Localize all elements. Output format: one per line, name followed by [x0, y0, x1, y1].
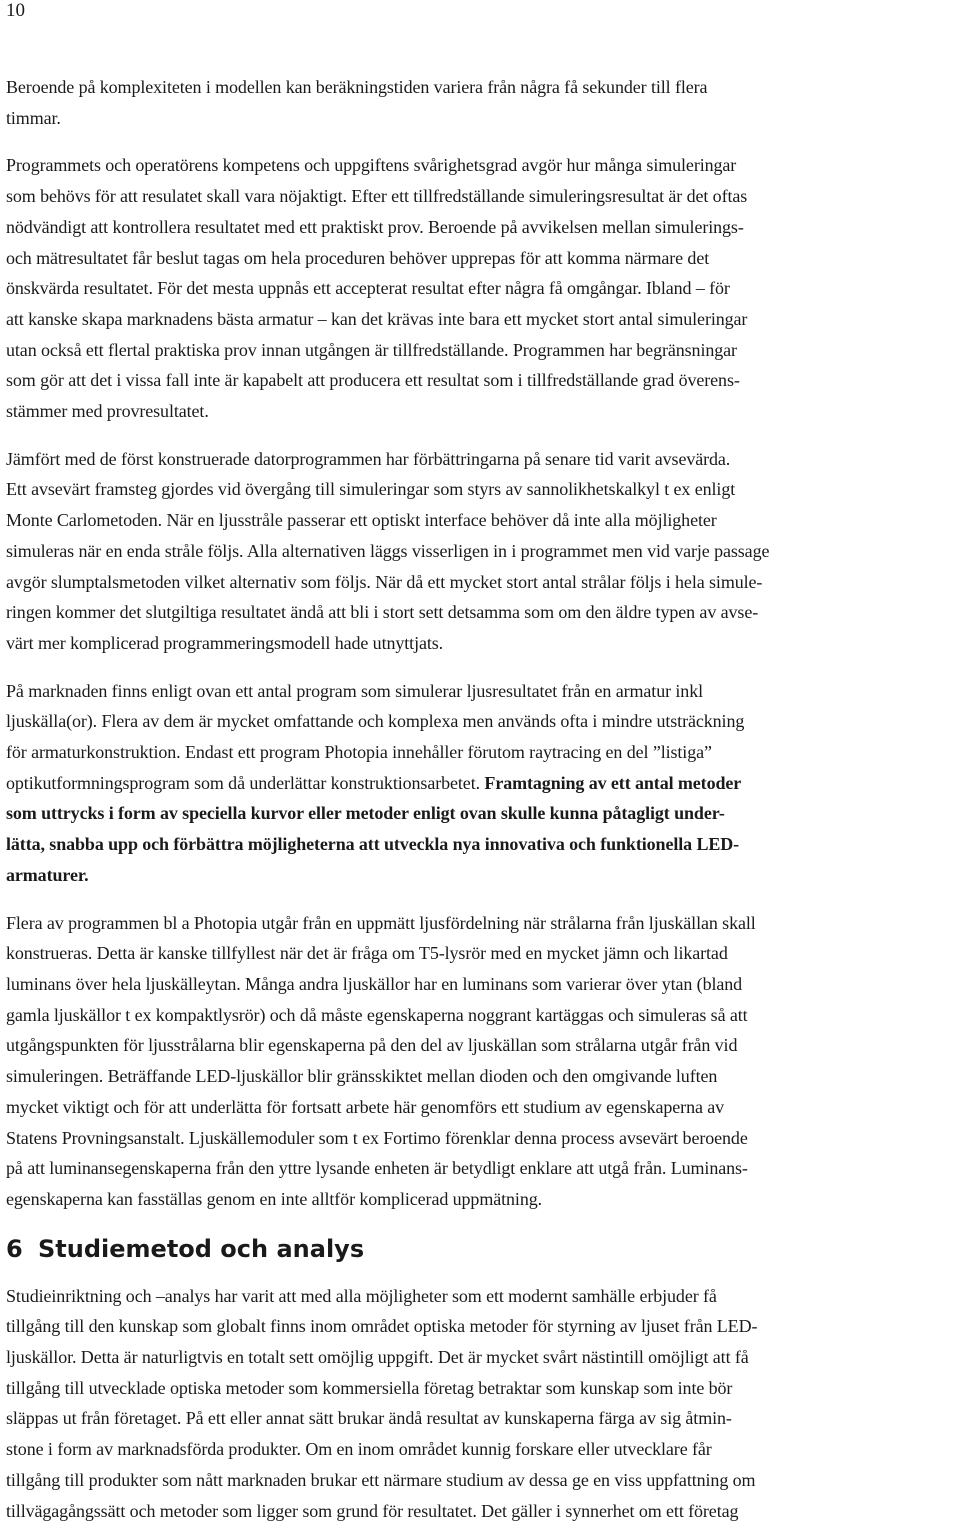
text-line: avgör slumptalsmetoden vilket alternativ som följs. När då ett mycket stort antal strålar följs i hela simule- [6, 571, 763, 592]
text-line: Flera av programmen bl a Photopia utgår från en uppmätt ljusfördelning när strålarna från ljuskällan skall [6, 912, 756, 933]
text-line: som behövs för att resulatet skall vara nöjaktigt. Efter ett tillfredställande simuleringsresultat är det oftas [6, 186, 748, 207]
text-line: släppas ut från företaget. På ett eller annat sätt brukar ändå resultat av kunskaperna färga av sig åtmin- [6, 1408, 732, 1429]
text-line: Programmets och operatörens kompetens och uppgiftens svårighetsgrad avgör hur många simuleringar [6, 155, 737, 176]
page-number: 10 [6, 0, 25, 21]
bold-text-line: som uttrycks i form av speciella kurvor eller metoder enligt ovan skulle kunna påtagligt under- [6, 803, 725, 824]
text-line: ringen kommer det slutgiltiga resultatet ändå att bli i stort sett detsamma som om den äldre typen av avse- [6, 602, 759, 623]
text-line: Monte Carlometoden. När en ljusstråle passerar ett optiskt interface behöver då inte alla möjligheter [6, 510, 717, 531]
bold-text-line: lätta, snabba upp och förbättra möjligheterna att utveckla nya innovativa och funktionella LED- [6, 834, 740, 855]
paragraph [6, 676, 954, 891]
text-line: gamla ljuskällor t ex kompaktlysrör) och då måste egenskaperna noggrant kartäggas och simuleras så att [6, 1004, 748, 1025]
text-line: mycket viktigt och för att underlätta för fortsatt arbete här genomförs ett studium av egenskaperna av [6, 1096, 725, 1117]
text-line: och mätresultatet får beslut tagas om hela proceduren behöver upprepas för att komma närmare det [6, 247, 710, 268]
text-line: önskvärda resultatet. För det mesta uppnås ett accepterat resultat efter några få omgångar. Ibland – för [6, 278, 730, 299]
paragraph [6, 72, 954, 133]
text-line: tillvägagångssätt och metoder som ligger som grund för resultatet. Det gäller i synnerhet om ett företag [6, 1500, 739, 1521]
text-line: stone i form av marknadsförda produkter. Om en inom området kunnig forskare eller utvecklare får [6, 1439, 712, 1460]
text-line: Beroende på komplexiteten i modellen kan beräkningstiden variera från några få sekunder till flera [6, 77, 708, 97]
text-run: optikutformningsprogram som då underlättar konstruktionsarbetet. [6, 772, 481, 793]
bold-emphasis: Framtagning av ett antal metoder [484, 772, 742, 793]
text-line: tillgång till den kunskap som globalt finns inom området optiska metoder för styrning av ljuset från LED- [6, 1316, 758, 1337]
section-title: Studiemetod och analys [38, 1234, 365, 1263]
text-line: tillgång till produkter som nått marknaden brukar ett närmare studium av dessa ge en viss uppfattning om [6, 1469, 756, 1490]
text-line: konstrueras. Detta är kanske tillfyllest när det är fråga om T5-lysrör med en mycket jämn och likartad [6, 943, 728, 964]
text-line: På marknaden finns enligt ovan ett antal program som simulerar ljusresultatet från en armatur inkl [6, 680, 703, 701]
text-line: tillgång till utvecklade optiska metoder som kommersiella företag betraktar som kunskap som inte bör [6, 1377, 733, 1398]
text-line: som gör att det i vissa fall inte är kapabelt att producera ett resultat som i tillfredställande grad överens- [6, 370, 740, 391]
text-line: nödvändigt att kontrollera resultatet med ett praktiskt prov. Beroende på avvikelsen mellan simulerings- [6, 216, 744, 237]
section-number: 6 [6, 1234, 23, 1263]
text-line: simuleringen. Beträffande LED-ljuskällor blir gränsskiktet mellan dioden och den omgivande luften [6, 1066, 718, 1087]
text-line: Statens Provningsanstalt. Ljuskällemoduler som t ex Fortimo förenklar denna process avsevärt beroende [6, 1127, 748, 1148]
text-line: timmar. [6, 107, 61, 128]
text-line: att kanske skapa marknadens bästa armatur – kan det krävas inte bara ett mycket stort antal simuleringar [6, 308, 748, 329]
paragraph [6, 1281, 954, 1527]
text-line: på att luminansegenskaperna från den yttre lysande enheten är betydligt enklare att utgå från. Luminans- [6, 1158, 748, 1179]
text-line [6, 768, 954, 799]
text-line: utgångspunkten för ljusstrålarna blir egenskaperna på den del av ljuskällan som strålarna utgår från vid [6, 1035, 738, 1056]
bold-text-line: armaturer. [6, 864, 89, 885]
text-line: Studieinriktning och –analys har varit att med alla möjligheter som ett modernt samhälle erbjuder få [6, 1285, 717, 1306]
body-text [6, 72, 954, 1526]
text-line: Ett avsevärt framsteg gjordes vid övergång till simuleringar som styrs av sannolikhetskalkyl t ex enligt [6, 479, 736, 500]
text-line: luminans över hela ljuskälleytan. Många andra ljuskällor har en luminans som varierar över ytan (bland [6, 973, 743, 994]
paragraph [6, 150, 954, 426]
text-line: utan också ett flertal praktiska prov innan utgången är tillfredställande. Programmen har begränsningar [6, 339, 737, 360]
text-line: ljuskällor. Detta är naturligtvis en totalt sett omöjlig uppgift. Det är mycket svårt nästintill omöjligt att få [6, 1347, 749, 1368]
text-line: egenskaperna kan fasställas genom en inte alltför komplicerad uppmätning. [6, 1188, 543, 1209]
text-line: simuleras när en enda stråle följs. Alla alternativen läggs visserligen in i programmet men vid varje passage [6, 540, 770, 561]
text-line: stämmer med provresultatet. [6, 401, 209, 422]
paragraph [6, 908, 954, 1215]
text-line: värt mer komplicerad programmeringsmodell hade utnyttjats. [6, 632, 444, 653]
text-line: för armaturkonstruktion. Endast ett program Photopia innehåller förutom raytracing en del ”listiga” [6, 742, 712, 763]
paragraphs-after-section [6, 1281, 954, 1527]
paragraph [6, 444, 954, 659]
section-heading [6, 1233, 954, 1265]
paragraphs-before-section [6, 72, 954, 1215]
text-line: Jämfört med de först konstruerade datorprogrammen har förbättringarna på senare tid varit avsevärda. [6, 448, 731, 469]
text-line: ljuskälla(or). Flera av dem är mycket omfattande och komplexa men används ofta i mindre utsträckning [6, 711, 745, 732]
